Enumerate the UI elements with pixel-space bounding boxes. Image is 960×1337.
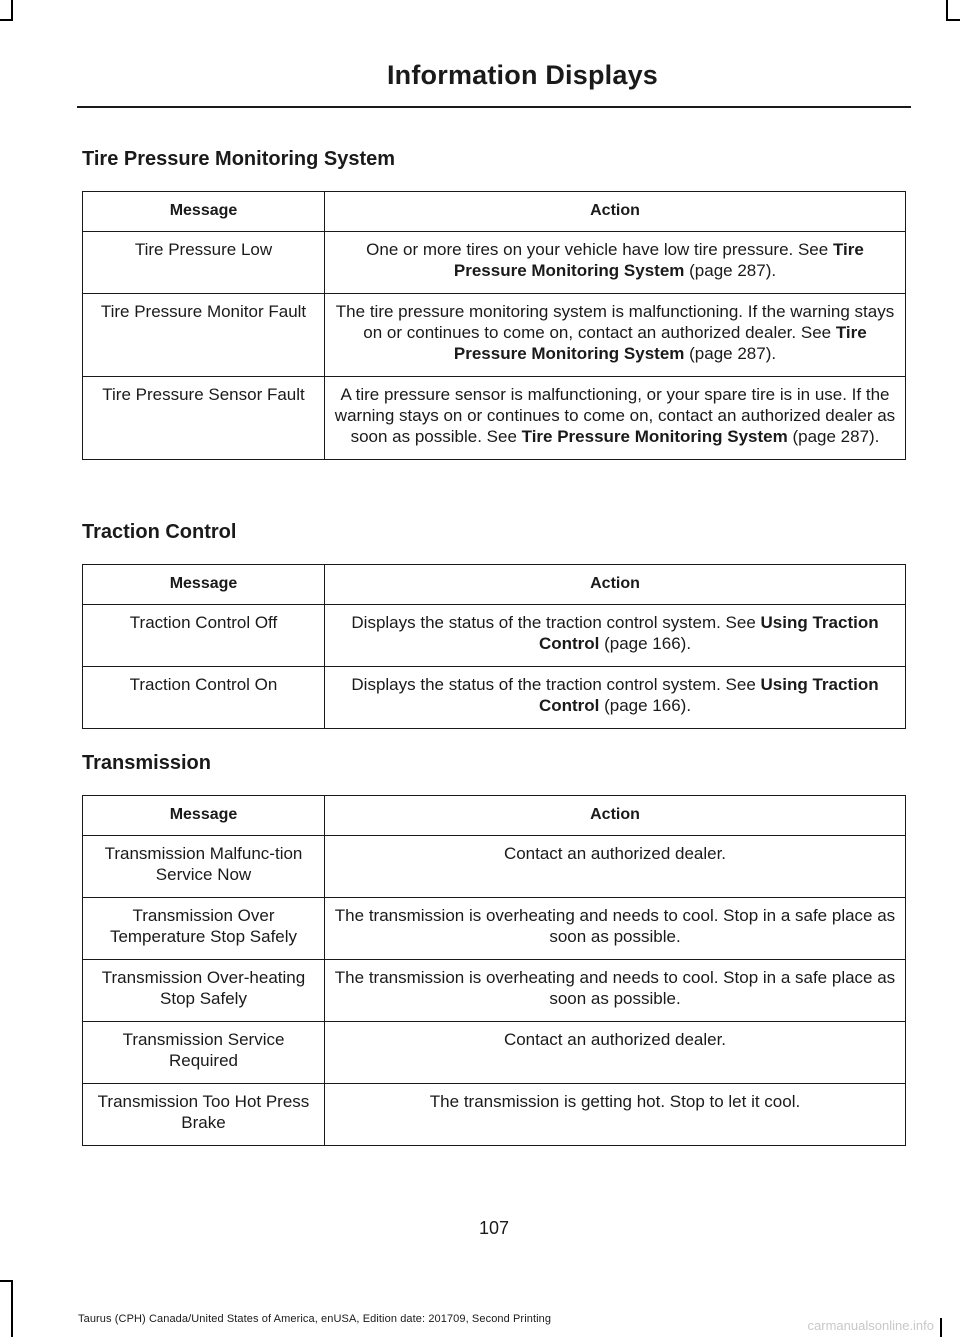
action-cell: The transmission is overheating and needs to cool. Stop in a safe place as soon as possible. bbox=[325, 898, 906, 960]
column-header-message: Message bbox=[83, 796, 325, 836]
message-cell: Transmission Service Required bbox=[83, 1022, 325, 1084]
message-cell: Transmission Malfunc-tion Service Now bbox=[83, 836, 325, 898]
crop-mark-bottom-right-v bbox=[940, 1318, 942, 1337]
message-cell: Transmission Over Temperature Stop Safely bbox=[83, 898, 325, 960]
table-row bbox=[83, 667, 906, 729]
table-traction-control bbox=[82, 564, 906, 729]
crop-mark-top-right-h bbox=[946, 19, 960, 21]
table-row bbox=[83, 1022, 906, 1084]
crop-mark-bottom-left-h bbox=[0, 1280, 13, 1282]
page-number: 107 bbox=[478, 1218, 510, 1238]
column-header-action: Action bbox=[325, 565, 906, 605]
column-header-message: Message bbox=[83, 192, 325, 232]
crop-mark-top-right-v bbox=[946, 0, 948, 20]
column-header-message: Message bbox=[83, 565, 325, 605]
table-row bbox=[83, 960, 906, 1022]
section-title-transmission: Transmission bbox=[82, 752, 211, 774]
table-row bbox=[83, 377, 906, 460]
table-row bbox=[83, 1084, 906, 1146]
table-header-row bbox=[83, 796, 906, 836]
table-row bbox=[83, 232, 906, 294]
action-cell: Displays the status of the traction control system. See Using Traction Control (page 166). bbox=[325, 605, 906, 667]
action-cell: One or more tires on your vehicle have low tire pressure. See Tire Pressure Monitoring System (page 287). bbox=[325, 232, 906, 294]
page-reference-link[interactable]: Using Traction Control bbox=[538, 613, 879, 653]
table-row bbox=[83, 898, 906, 960]
page-reference-link[interactable]: Tire Pressure Monitoring System bbox=[453, 240, 864, 280]
table-header-row bbox=[83, 192, 906, 232]
message-cell: Tire Pressure Monitor Fault bbox=[83, 294, 325, 377]
watermark: carmanualsonline.info bbox=[807, 1318, 934, 1333]
page-reference-link[interactable]: Tire Pressure Monitoring System bbox=[521, 427, 788, 446]
message-cell: Tire Pressure Sensor Fault bbox=[83, 377, 325, 460]
message-cell: Traction Control Off bbox=[83, 605, 325, 667]
table-transmission bbox=[82, 795, 906, 1146]
action-cell: The tire pressure monitoring system is malfunctioning. If the warning stays on or continues to come on, contact an authorized dealer. See Tire Pressure Monitoring System (page 287). bbox=[325, 294, 906, 377]
message-cell: Traction Control On bbox=[83, 667, 325, 729]
action-cell: The transmission is overheating and needs to cool. Stop in a safe place as soon as possible. bbox=[325, 960, 906, 1022]
edition-footer: Taurus (CPH) Canada/United States of America, enUSA, Edition date: 201709, Second Printing bbox=[78, 1313, 552, 1325]
table-header-row bbox=[83, 565, 906, 605]
message-cell: Transmission Too Hot Press Brake bbox=[83, 1084, 325, 1146]
table-row bbox=[83, 605, 906, 667]
action-cell: A tire pressure sensor is malfunctioning, or your spare tire is in use. If the warning stays on or continues to come on, contact an authorized dealer as soon as possible. See Tire Pressure Monitoring System (page 287). bbox=[325, 377, 906, 460]
crop-mark-bottom-left-v bbox=[11, 1280, 13, 1337]
page-header-title: Information Displays bbox=[386, 60, 658, 90]
message-cell: Transmission Over-heating Stop Safely bbox=[83, 960, 325, 1022]
column-header-action: Action bbox=[325, 192, 906, 232]
action-cell: Contact an authorized dealer. bbox=[325, 836, 906, 898]
action-cell: Displays the status of the traction control system. See Using Traction Control (page 166). bbox=[325, 667, 906, 729]
table-row bbox=[83, 836, 906, 898]
action-cell: Contact an authorized dealer. bbox=[325, 1022, 906, 1084]
page-reference-link[interactable]: Tire Pressure Monitoring System bbox=[453, 323, 867, 363]
header-rule bbox=[77, 106, 911, 108]
action-cell: The transmission is getting hot. Stop to let it cool. bbox=[325, 1084, 906, 1146]
column-header-action: Action bbox=[325, 796, 906, 836]
table-tire-pressure bbox=[82, 191, 906, 460]
table-row bbox=[83, 294, 906, 377]
crop-mark-top-left-v bbox=[11, 0, 13, 20]
page-reference-link[interactable]: Using Traction Control bbox=[538, 675, 879, 715]
message-cell: Tire Pressure Low bbox=[83, 232, 325, 294]
section-title-traction-control: Traction Control bbox=[82, 521, 237, 543]
crop-mark-top-left-h bbox=[0, 19, 13, 21]
section-title-tire-pressure: Tire Pressure Monitoring System bbox=[82, 148, 396, 170]
